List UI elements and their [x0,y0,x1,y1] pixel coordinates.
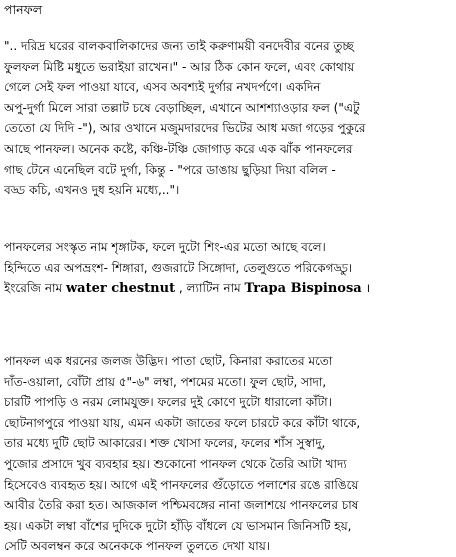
text-line: আবীর তৈরি করা হত। আজকাল পশ্চিমবঙ্গের নানা জলাশয়ে পানফলের চাষ [4,498,359,513]
english-name-label: ইংরেজি নাম [4,281,63,296]
text-line: চারটি পাপড়ি ও নরম লোমযুক্ত। ফলের দুই কোণে দুটো ধারালো কাঁটা। [4,395,332,410]
paragraph-names [4,237,450,300]
english-name: water chestnut [65,281,176,297]
sentence-end: । [365,281,371,296]
text-line: পানফল এক ধরনের জলজ উদ্ভিদ। পাতা ছোট, কিনারা করাতের মতো [4,354,333,368]
text-line: ফুলফল মিষ্টি মধুতে ভরাইয়া রাখেন।" - আর ঠিক কোন ফলে, এবং কোথায় [4,59,355,74]
text-line: ".. দরিদ্র ঘরের বালকবালিকাদের জন্য তাই করুণাময়ী বনদেবীর বনের তুচ্ছ [4,39,354,53]
article-page [4,0,452,554]
text-line: আছে পানফল। অনেক কষ্টে, কঞ্চি-টঞ্চি জোগাড় করে এক ঝাঁক পানফলের [4,141,353,156]
text-line: বড্ড কচি, এখনও দুধ হয়নি মধ্যে,.."। [4,183,180,198]
text-line: হয়। একটা লম্বা বাঁশের দুদিকে দুটো হাঁড়ি বাঁধলে যে ভাসমান জিনিসটি হয়, [4,518,352,533]
text-line: ছোটনাগপুরে পাওয়া যায়, এমন একটা জাতের ফলে চারটে করে কাঁটা থাকে, [4,415,361,430]
paragraph-intro [4,36,450,201]
text-line-names [4,278,450,300]
text-line: তার মধ্যে দুটি ছোট আকারের। শক্ত খোসা ফলের, ফলের শাঁস সুস্বাদু, [4,436,326,451]
text-line: হিসেবেও ব্যবহৃত হয়। আগে এই পানফলের গুঁড়োতে পলাশের রঙে রাঙিয়ে [4,477,359,492]
text-line: অপু-দুর্গা মিলে সারা তল্লাট চষে বেড়াচ্ছিল, এখানে আশশ্যাওড়ার ফল ("এটু [4,100,360,115]
paragraph-description [4,351,450,557]
text-line: পুজোর প্রসাদে খুব ব্যবহার হয়। শুকোনো পানফল থেকে তৈরি আটা খাদ্য [4,456,347,471]
article-title: পানফল [4,2,43,17]
text-line: গাছ টেনে এনেছিল বটে দুর্গা, কিন্তু - "পরে ডাঙায় ছুড়িয়া দিয়া বলিল - [4,162,336,177]
latin-name: Trapa Bispinosa [244,281,362,297]
text-line: গেলে সেই ফল পাওয়া যাবে, এসব অবশ্যই দুর্গার নখদর্পণে। একদিন [4,80,321,95]
text-line: পানফলের সংস্কৃত নাম শৃঙ্গাটক, ফলে দুটো শিং-এর মতো আছে বলে। [4,240,326,254]
text-line: হিন্দিতে এর অপভ্রংশ- শিঙ্গারা, গুজরাটে সিঙ্গোদা, তেলুগুতে পরিকেগড্ডু। [4,260,353,275]
text-line: দাঁত-ওয়ালা, বোঁটা প্রায় ৫"-৬" লম্বা, পশমের মতো। ফুল ছোট, সাদা, [4,374,327,389]
text-line: তেতো যে দিদি -"), আর ওখানে মজুমদারদের ভিটের আধ মজা গড়ের পুকুরে [4,121,366,136]
text-line: সেটি অবলম্বন করে অনেককে পানফল তুলতে দেখা যায়। [4,539,271,554]
latin-name-label: , ল্যাটিন নাম [178,281,241,296]
